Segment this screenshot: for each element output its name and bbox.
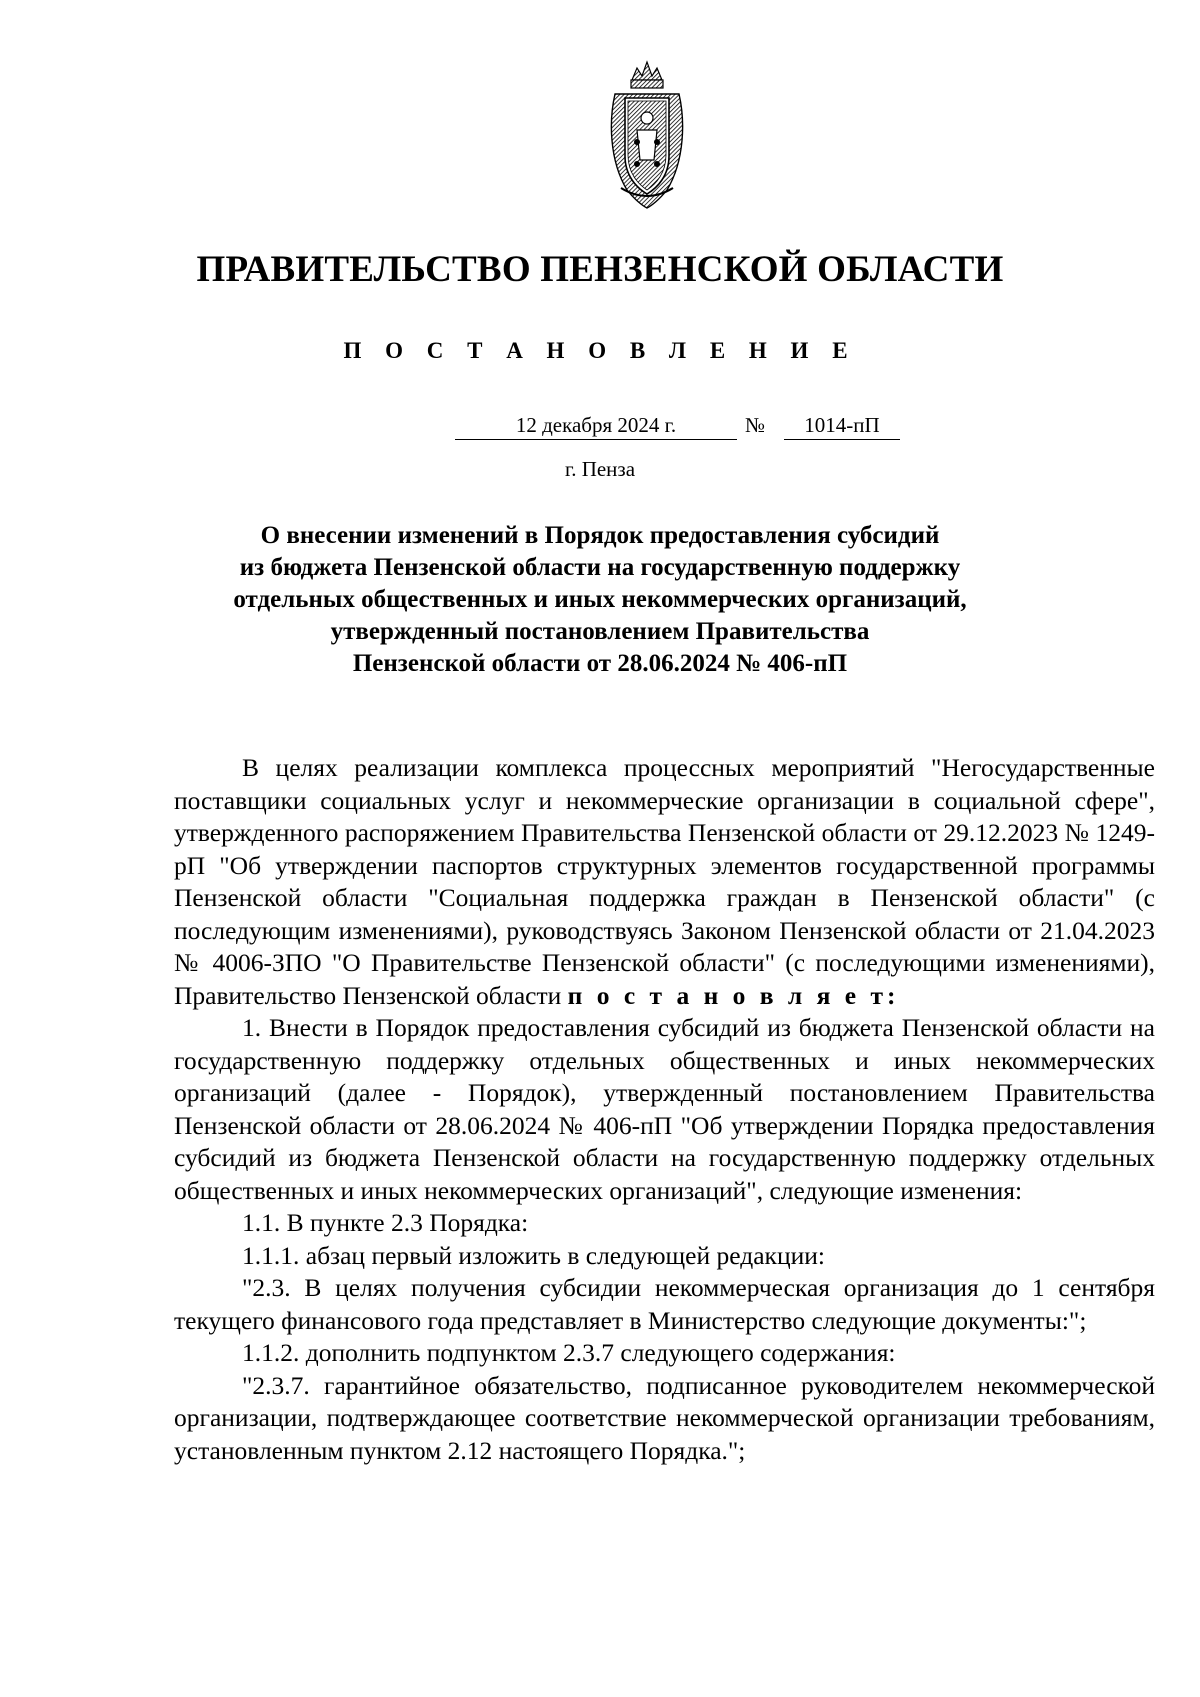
body-paragraph: 1.1. В пункте 2.3 Порядка: (242, 1208, 529, 1237)
body-paragraph: 1. Внести в Порядок предоставления субсидий из бюджета Пензенской области на государственную поддержку отдельных общественных и иных некоммерческих организаций (далее - Порядок), утвержденный постановлением Правительства Пензенской области от 28.06.2024 № 406-пП "Об утверждении Порядка предоставления субсидий из бюджета Пензенской области на государственную поддержку отдельных общественных и иных некоммерческих организаций", следующие изменения: (174, 1013, 1155, 1205)
subject-line: Пензенской области от 28.06.2024 № 406-пП (352, 650, 848, 677)
document-number: 1014-пП (784, 413, 900, 440)
resolves-keyword: п о с т а н о в л я е т: (567, 980, 900, 1010)
subject-line: утвержденный постановлением Правительства (330, 618, 870, 645)
date-number-line (0, 413, 1200, 443)
city: г. Пенза (564, 457, 636, 481)
preamble-text: В целях реализации комплекса процессных мероприятий "Негосударственные поставщики социальных услуг и некоммерческие организации в социальной сфере", утвержденного распоряжением Правительства Пензенской области от 29.12.2023 № 1249-рП "Об утверждении паспортов структурных элементов государственной программы Пензенской области "Социальная поддержка граждан в Пензенской области" (с последующим изменениями), руководствуясь Законом Пензенской области от 21.04.2023 № 4006-ЗПО "О Правительстве Пензенской области" (с последующими изменениями), Правительство Пензенской области (174, 753, 1155, 1010)
organization-name: ПРАВИТЕЛЬСТВО ПЕНЗЕНСКОЙ ОБЛАСТИ (196, 249, 1004, 290)
document-subject (180, 520, 1020, 680)
number-sign: № (745, 413, 766, 437)
document-date: 12 декабря 2024 г. (455, 413, 737, 440)
body-paragraph: "2.3. В целях получения субсидии некоммерческая организация до 1 сентября текущего финансового года представляет в Министерство следующие документы:"; (174, 1273, 1155, 1335)
body-paragraph: 1.1.2. дополнить подпунктом 2.3.7 следующего содержания: (242, 1338, 896, 1367)
subject-line: отдельных общественных и иных некоммерческих организаций, (233, 586, 967, 613)
document-type: П О С Т А Н О В Л Е Н И Е (343, 338, 857, 363)
document-body (174, 752, 1155, 1467)
subject-line: О внесении изменений в Порядок предоставления субсидий (260, 522, 940, 549)
coat-of-arms-icon (607, 60, 687, 210)
preamble-paragraph (174, 752, 1155, 1012)
body-paragraph: "2.3.7. гарантийное обязательство, подписанное руководителем некоммерческой организации, подтверждающее соответствие некоммерческой организации требованиям, установленным пунктом 2.12 настоящего Порядка."; (174, 1370, 1155, 1465)
subject-line: из бюджета Пензенской области на государственную поддержку (239, 554, 961, 581)
body-paragraph: 1.1.1. абзац первый изложить в следующей редакции: (242, 1240, 825, 1270)
